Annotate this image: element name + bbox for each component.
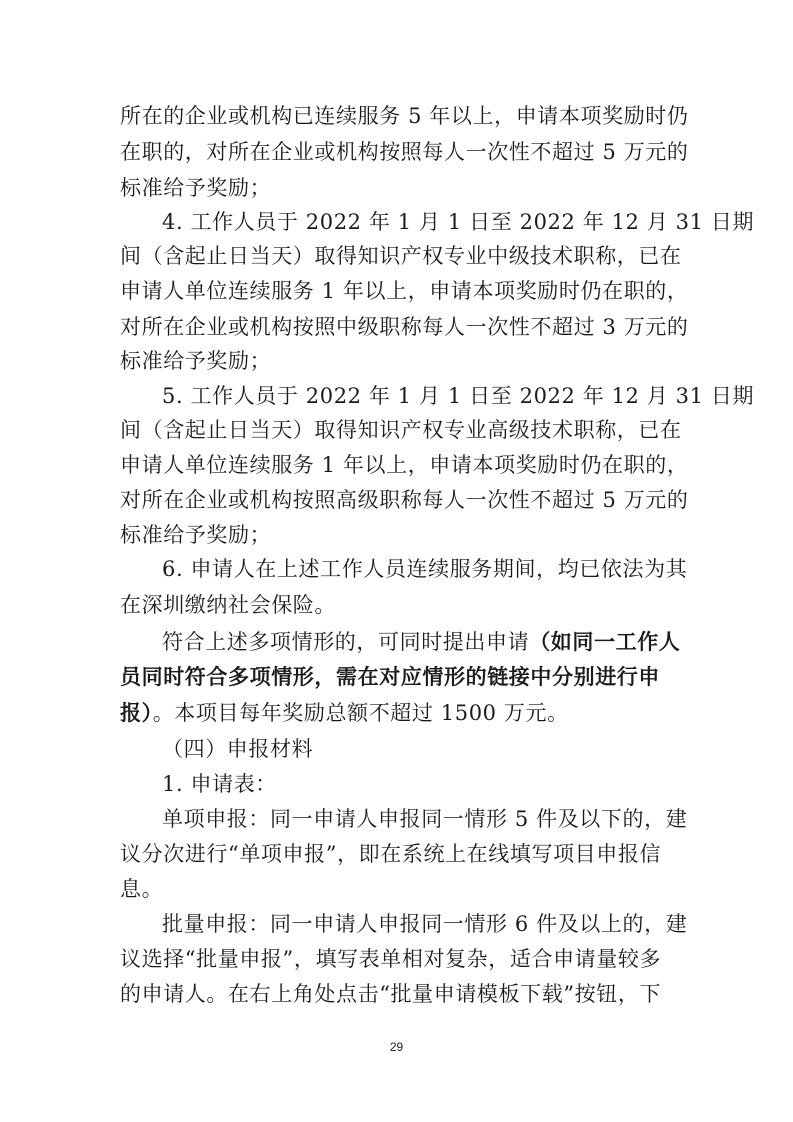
bold-text-line: 员同时符合多项情形，需在对应情形的链接中分别进行申 <box>120 664 660 689</box>
text-line-mixed <box>120 695 676 731</box>
page-number: 29 <box>389 1040 404 1054</box>
text-line: 标准给予奖励； <box>120 349 272 373</box>
item-6-line: 6. 申请人在上述工作人员连续服务期间，均已依法为其 <box>162 557 688 581</box>
text-line: 申请人单位连续服务 1 年以上，申请本项奖励时仍在职的， <box>120 279 689 303</box>
bold-text: 报） <box>120 700 153 725</box>
text-line: 在深圳缴纳社会保险。 <box>120 593 336 617</box>
text-line-mixed <box>162 624 681 660</box>
subsection-heading: 1. 申请表： <box>162 772 277 796</box>
item-4-line: 4. 工作人员于 2022 年 1 月 1 日至 2022 年 12 月 31 日期 <box>162 210 755 234</box>
text-line: 对所在企业或机构按照高级职称每人一次性不超过 5 万元的 <box>120 488 689 512</box>
text-line: 单项申报：同一申请人申报同一情形 5 件及以下的，建 <box>162 807 688 831</box>
text-line: 息。 <box>120 877 164 901</box>
section-heading: （四）申报材料 <box>162 737 314 761</box>
text-line: 议选择“批量申报”，填写表单相对复杂，适合申请量较多 <box>120 947 662 971</box>
bold-text: （如同一工作人 <box>529 629 681 654</box>
text-line: 申请人单位连续服务 1 年以上，申请本项奖励时仍在职的， <box>120 453 689 477</box>
text-line: 的申请人。在右上角处点击“批量申请模板下载”按钮，下 <box>120 982 662 1006</box>
normal-text: 。本项目每年奖励总额不超过 1500 万元。 <box>152 701 569 725</box>
text-line: 标准给予奖励； <box>120 523 272 547</box>
text-line: 间（含起止日当天）取得知识产权专业中级技术职称，已在 <box>120 244 682 268</box>
text-line: 在职的，对所在企业或机构按照每人一次性不超过 5 万元的 <box>120 140 689 164</box>
normal-text: 符合上述多项情形的，可同时提出申请 <box>162 630 530 654</box>
text-line: 所在的企业或机构已连续服务 5 年以上，申请本项奖励时仍 <box>120 104 689 128</box>
text-line: 对所在企业或机构按照中级职称每人一次性不超过 3 万元的 <box>120 315 689 339</box>
text-line: 间（含起止日当天）取得知识产权专业高级技术职称，已在 <box>120 418 682 442</box>
text-line: 标准给予奖励； <box>120 176 272 200</box>
text-line: 批量申报：同一申请人申报同一情形 6 件及以上的，建 <box>162 912 688 936</box>
text-line: 议分次进行“单项申报”，即在系统上在线填写项目申报信 <box>120 842 662 866</box>
item-5-line: 5. 工作人员于 2022 年 1 月 1 日至 2022 年 12 月 31 日期 <box>162 384 755 408</box>
